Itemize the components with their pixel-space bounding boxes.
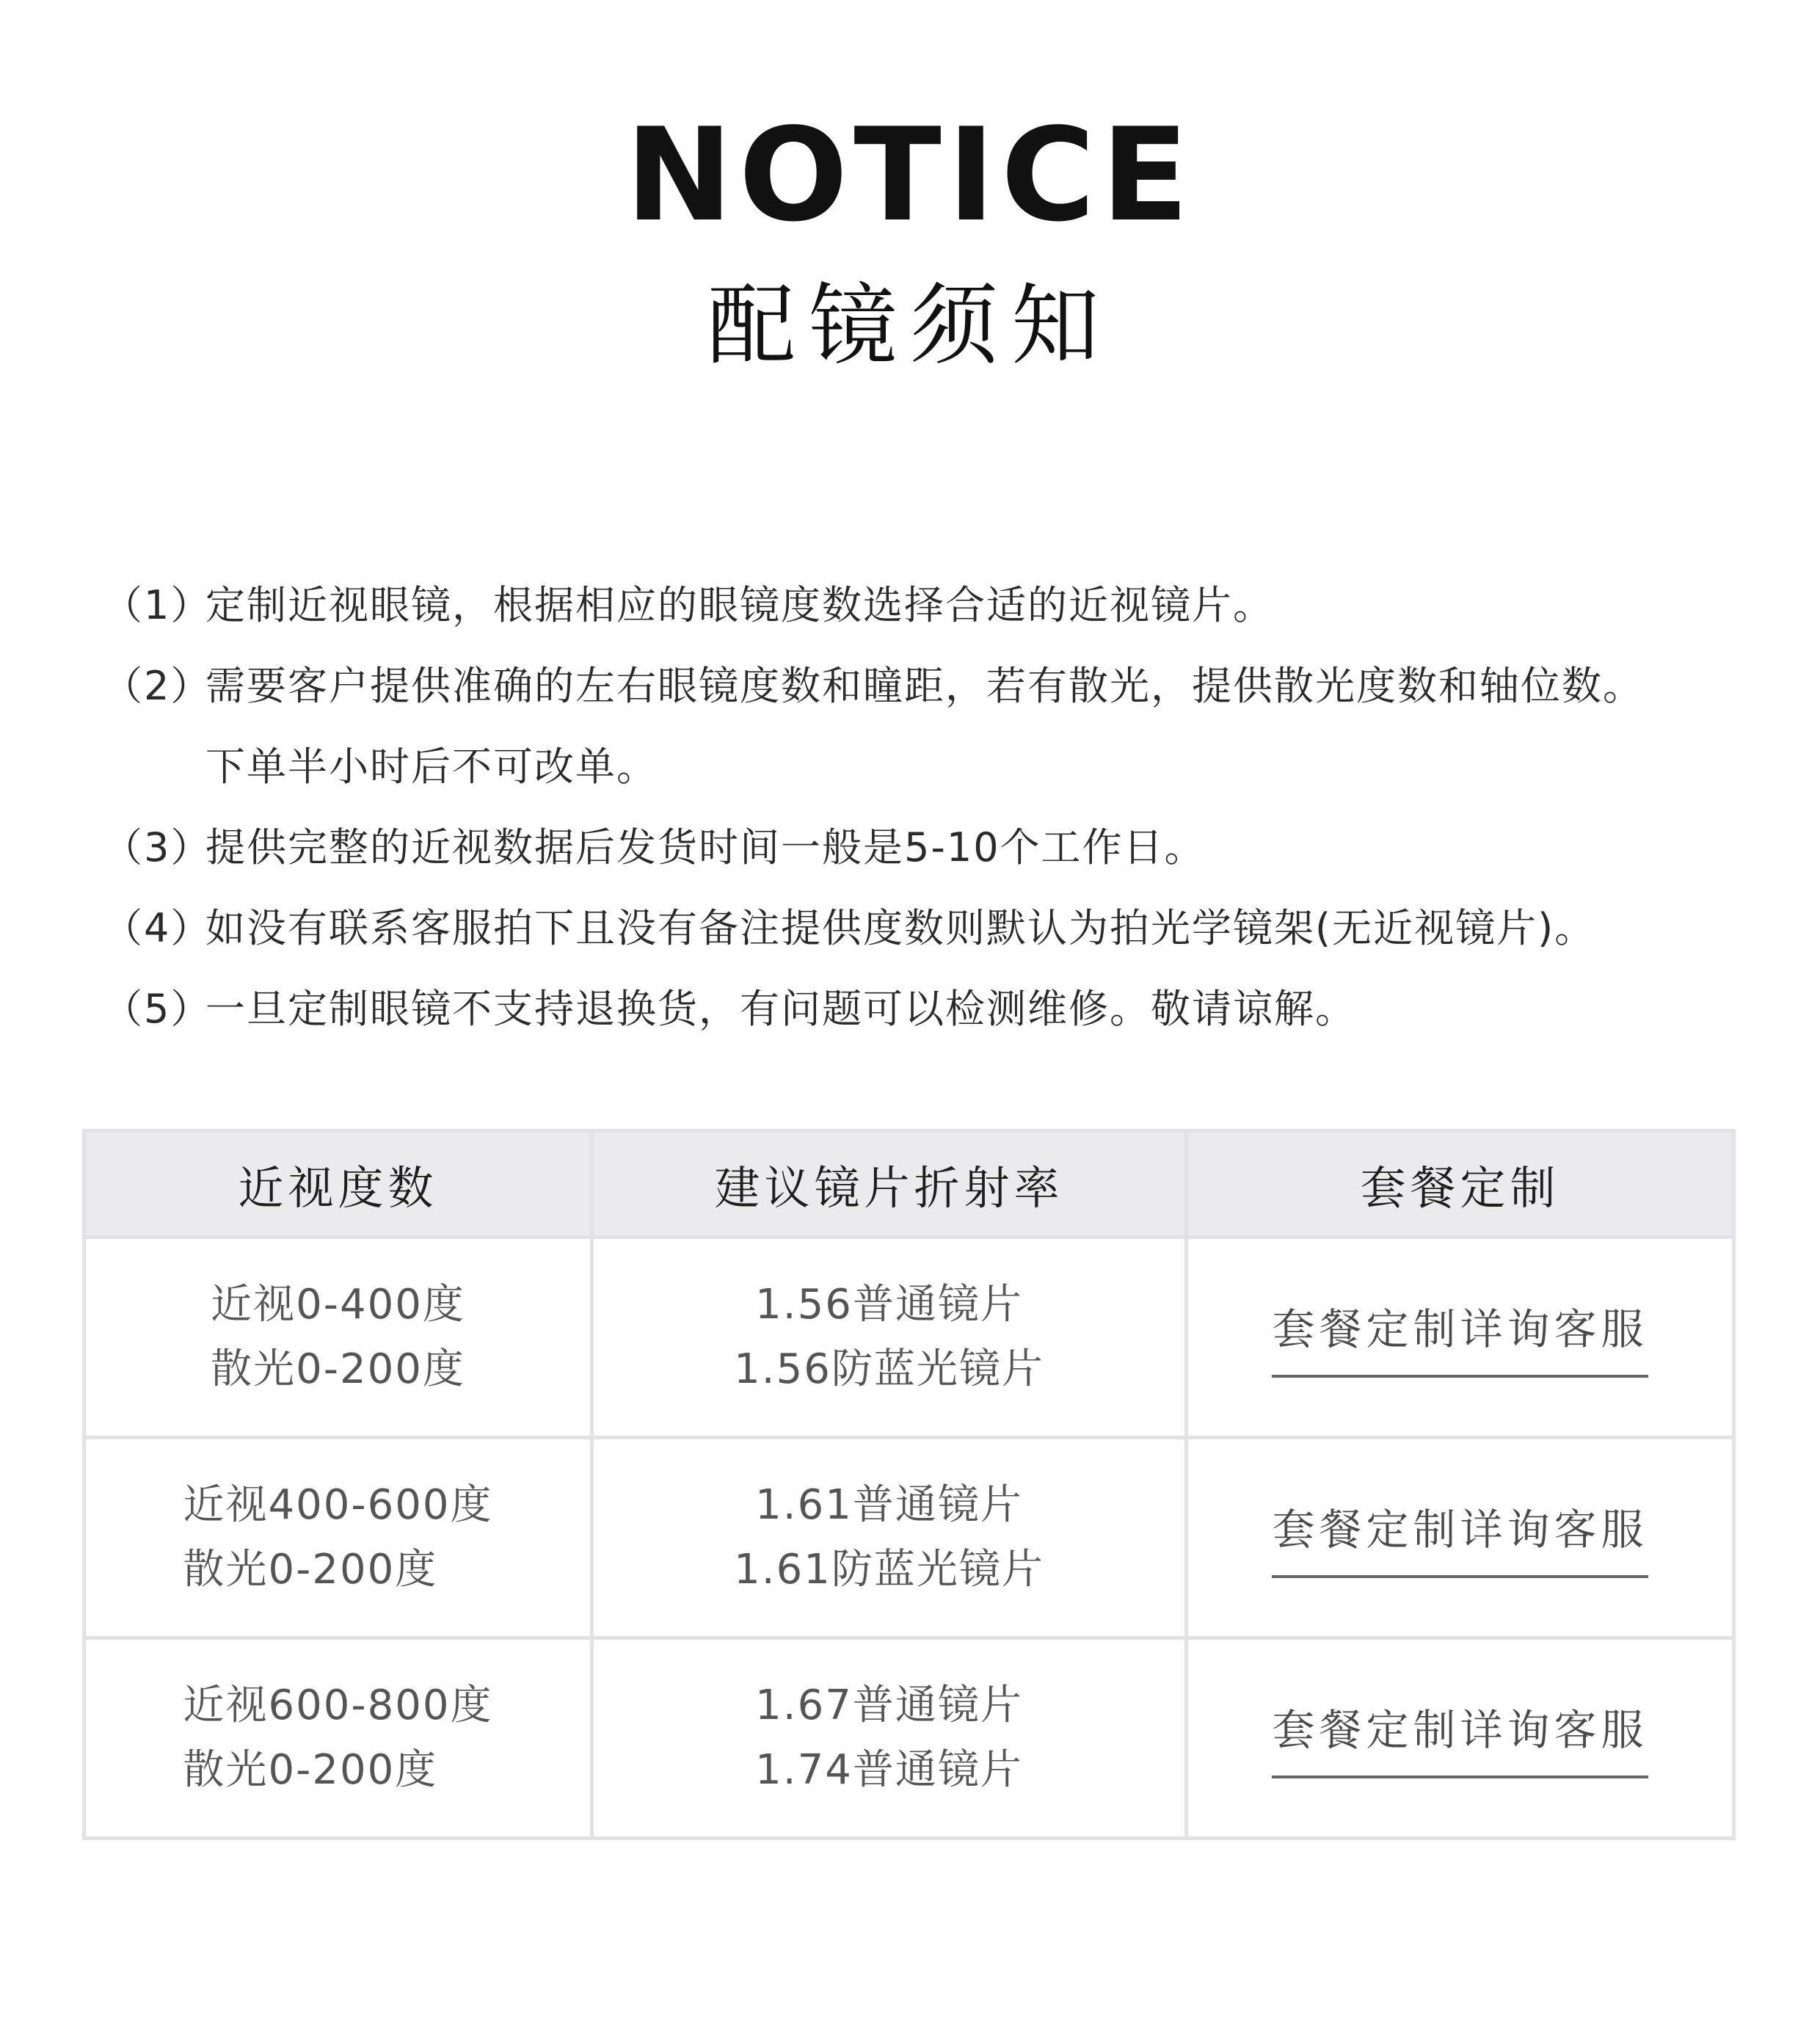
notice-list bbox=[103, 565, 1805, 1050]
notice-number: （3） bbox=[103, 824, 212, 871]
table-row bbox=[84, 1438, 1734, 1638]
astigmatism-range: 散光0-200度 bbox=[211, 1345, 465, 1393]
notice-number: （1） bbox=[103, 582, 212, 628]
lens-table bbox=[82, 1129, 1736, 1840]
lens-cell bbox=[592, 1438, 1187, 1638]
header-myopia-degree: 近视度数 bbox=[84, 1131, 592, 1238]
package-cell bbox=[1187, 1638, 1734, 1839]
table-row bbox=[84, 1238, 1734, 1438]
lens-cell bbox=[592, 1638, 1187, 1839]
header-package: 套餐定制 bbox=[1187, 1131, 1734, 1238]
page-title-en: NOTICE bbox=[625, 101, 1195, 250]
lens-cell bbox=[592, 1238, 1187, 1438]
notice-text: 定制近视眼镜，根据相应的眼镜度数选择合适的近视镜片。 bbox=[205, 582, 1274, 628]
table-header-row bbox=[84, 1131, 1734, 1238]
lens-option: 1.61防蓝光镜片 bbox=[734, 1546, 1044, 1593]
consult-service-link[interactable]: 套餐定制详询客服 bbox=[1272, 1297, 1648, 1378]
notice-item-5 bbox=[103, 969, 1805, 1050]
degree-cell bbox=[84, 1238, 592, 1438]
notice-number: （5） bbox=[103, 986, 212, 1032]
lens-option: 1.67普通镜片 bbox=[755, 1682, 1023, 1729]
notice-item-1 bbox=[103, 565, 1805, 646]
notice-number: （4） bbox=[103, 905, 212, 951]
degree-cell bbox=[84, 1438, 592, 1638]
table-row bbox=[84, 1638, 1734, 1839]
notice-item-2 bbox=[103, 646, 1805, 807]
myopia-range: 近视600-800度 bbox=[183, 1682, 493, 1729]
consult-service-link[interactable]: 套餐定制详询客服 bbox=[1272, 1497, 1648, 1578]
lens-option: 1.74普通镜片 bbox=[755, 1746, 1023, 1794]
package-cell bbox=[1187, 1438, 1734, 1638]
consult-service-link[interactable]: 套餐定制详询客服 bbox=[1272, 1698, 1648, 1778]
degree-cell bbox=[84, 1638, 592, 1839]
notice-item-3 bbox=[103, 807, 1805, 888]
package-cell bbox=[1187, 1238, 1734, 1438]
notice-number: （2） bbox=[103, 663, 212, 709]
myopia-range: 近视400-600度 bbox=[183, 1481, 493, 1529]
notice-text: 需要客户提供准确的左右眼镜度数和瞳距，若有散光，提供散光度数和轴位数。 bbox=[205, 663, 1644, 709]
notice-item-4 bbox=[103, 888, 1805, 969]
lens-option: 1.56普通镜片 bbox=[755, 1281, 1023, 1329]
lens-option: 1.56防蓝光镜片 bbox=[734, 1345, 1044, 1393]
astigmatism-range: 散光0-200度 bbox=[183, 1746, 438, 1794]
header-lens-index: 建议镜片折射率 bbox=[592, 1131, 1187, 1238]
myopia-range: 近视0-400度 bbox=[211, 1281, 465, 1329]
notice-text: 如没有联系客服拍下且没有备注提供度数则默认为拍光学镜架(无近视镜片)。 bbox=[205, 905, 1596, 951]
astigmatism-range: 散光0-200度 bbox=[183, 1546, 438, 1593]
lens-option: 1.61普通镜片 bbox=[755, 1481, 1023, 1529]
notice-text-continued: 下单半小时后不可改单。 bbox=[205, 744, 658, 790]
notice-text: 一旦定制眼镜不支持退换货，有问题可以检测维修。敬请谅解。 bbox=[205, 986, 1356, 1032]
page-title-cn: 配镜须知 bbox=[707, 275, 1113, 377]
notice-text: 提供完整的近视数据后发货时间一般是5-10个工作日。 bbox=[205, 824, 1206, 871]
